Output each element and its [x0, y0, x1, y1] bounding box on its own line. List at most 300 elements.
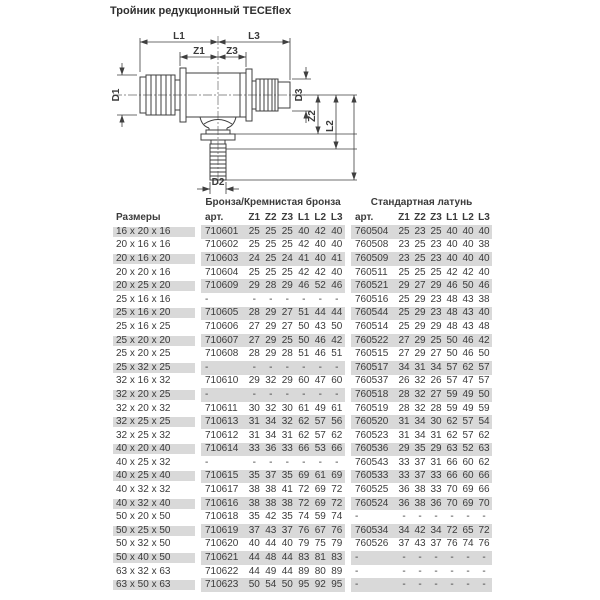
brass-value-cell: 59 — [478, 402, 490, 414]
brass-value-cell: - — [418, 579, 422, 591]
brass-value-cell: 32 — [414, 388, 426, 400]
bronze-art-cell: 710603 — [205, 252, 239, 264]
brass-art-cell: 760504 — [355, 225, 389, 237]
bronze-value-cell: - — [285, 456, 289, 468]
bronze-value-cell: 57 — [314, 429, 326, 441]
size-cell: 32 x 25 x 32 — [116, 429, 171, 441]
brass-value-cell: 60 — [462, 470, 474, 482]
brass-value-cell: - — [450, 511, 454, 523]
brass-value-cell: 26 — [430, 375, 442, 387]
brass-value-cell: 29 — [430, 280, 442, 292]
bronze-cells — [201, 239, 345, 253]
brass-value-cell: 25 — [414, 252, 426, 264]
dim-label-l2: L2 — [325, 120, 336, 132]
brass-art-cell: 760526 — [355, 538, 389, 550]
brass-value-cell: - — [418, 552, 422, 564]
bronze-value-cell: 32 — [265, 402, 277, 414]
brass-value-cell: 42 — [414, 524, 426, 536]
bronze-cells — [201, 497, 345, 511]
bronze-value-cell: 38 — [265, 497, 277, 509]
brass-value-cell: 29 — [414, 307, 426, 319]
brass-value-cell: 28 — [398, 402, 410, 414]
bronze-cells — [201, 415, 345, 429]
bronze-cells — [201, 347, 345, 361]
dim-label-z3: Z3 — [226, 46, 238, 57]
brass-value-cell: 47 — [462, 375, 474, 387]
bronze-value-cell: 61 — [298, 402, 310, 414]
brass-value-cell: 32 — [414, 375, 426, 387]
bronze-value-cell: 35 — [248, 470, 260, 482]
brass-value-cell: 48 — [446, 320, 458, 332]
brass-dim-header: L3 — [478, 212, 490, 223]
bronze-value-cell: 50 — [331, 320, 343, 332]
brass-value-cell: 50 — [478, 348, 490, 360]
bronze-value-cell: 67 — [314, 524, 326, 536]
brass-value-cell: 33 — [430, 484, 442, 496]
brass-value-cell: 66 — [446, 456, 458, 468]
brass-value-cell: 43 — [462, 307, 474, 319]
brass-art-cell: - — [355, 552, 359, 564]
brass-cells — [351, 551, 492, 565]
table-row — [113, 293, 492, 307]
bronze-value-cell: 75 — [314, 538, 326, 550]
bronze-art-cell: - — [205, 361, 209, 373]
size-cell: 40 x 25 x 32 — [116, 456, 171, 468]
bronze-value-cell: 25 — [265, 239, 277, 251]
brass-art-cell: 760522 — [355, 334, 389, 346]
brass-art-cell: 760511 — [355, 266, 388, 278]
brass-value-cell: 50 — [462, 280, 474, 292]
size-cell: 50 x 20 x 50 — [116, 511, 171, 523]
bronze-cells — [201, 307, 345, 321]
bronze-cells — [201, 510, 345, 524]
brass-value-cell: 29 — [398, 443, 410, 455]
brass-value-cell: 59 — [446, 402, 458, 414]
bronze-value-cell: 60 — [331, 375, 343, 387]
dim-label-z1: Z1 — [193, 46, 205, 57]
bronze-value-cell: 66 — [331, 443, 343, 455]
bronze-value-cell: 46 — [314, 348, 326, 360]
bronze-cells — [201, 361, 345, 375]
bronze-value-cell: 37 — [281, 524, 293, 536]
dim-label-d2: D2 — [211, 177, 225, 188]
bronze-value-cell: 76 — [331, 524, 343, 536]
size-cell: 40 x 32 x 32 — [116, 484, 171, 496]
brass-value-cell: 33 — [398, 456, 410, 468]
bronze-value-cell: - — [285, 388, 289, 400]
bronze-value-cell: 50 — [298, 320, 310, 332]
brass-value-cell: 49 — [462, 402, 474, 414]
bronze-dim-header: Z1 — [248, 212, 261, 223]
brass-value-cell: 66 — [478, 470, 490, 482]
bronze-value-cell: 31 — [281, 429, 293, 441]
bronze-value-cell: 42 — [331, 334, 343, 346]
brass-value-cell: - — [450, 565, 454, 577]
bronze-art-cell: 710621 — [205, 552, 239, 564]
brass-value-cell: 72 — [446, 524, 458, 536]
brass-art-cell: 760536 — [355, 443, 389, 455]
bronze-value-cell: 40 — [331, 225, 343, 237]
brass-value-cell: 50 — [446, 334, 458, 346]
bronze-value-cell: 33 — [248, 443, 260, 455]
brass-value-cell: 70 — [446, 497, 458, 509]
bronze-value-cell: 41 — [281, 484, 293, 496]
bronze-cells — [201, 252, 345, 266]
brass-value-cell: 70 — [446, 484, 458, 496]
bronze-value-cell: 74 — [298, 511, 310, 523]
bronze-value-cell: - — [335, 388, 339, 400]
table-row — [113, 266, 492, 280]
brass-value-cell: 62 — [446, 429, 458, 441]
bronze-value-cell: - — [269, 293, 273, 305]
bronze-value-cell: 40 — [331, 239, 343, 251]
size-cell: 32 x 20 x 32 — [116, 402, 171, 414]
bronze-value-cell: 92 — [314, 579, 326, 591]
bronze-value-cell: 56 — [331, 416, 343, 428]
bronze-art-cell: 710616 — [205, 497, 239, 509]
brass-value-cell: 50 — [478, 388, 490, 400]
bronze-value-cell: 29 — [265, 348, 277, 360]
bronze-art-cell: 710623 — [205, 579, 239, 591]
brass-value-cell: 27 — [430, 388, 442, 400]
brass-value-cell: 72 — [478, 524, 490, 536]
brass-value-cell: 48 — [446, 307, 458, 319]
brass-value-cell: 69 — [462, 497, 474, 509]
bronze-value-cell: 25 — [265, 252, 277, 264]
size-cell: 16 x 20 x 16 — [113, 227, 195, 237]
brass-cells — [351, 388, 492, 402]
brass-value-cell: 62 — [462, 361, 474, 373]
bronze-value-cell: 69 — [314, 484, 326, 496]
bronze-value-cell: 27 — [248, 334, 260, 346]
brass-value-cell: 37 — [398, 538, 410, 550]
bronze-value-cell: 31 — [248, 416, 260, 428]
brass-value-cell: 36 — [430, 497, 442, 509]
bronze-value-cell: 42 — [298, 266, 310, 278]
brass-value-cell: 66 — [446, 470, 458, 482]
bronze-value-cell: 40 — [248, 538, 260, 550]
bronze-art-cell: 710619 — [205, 524, 239, 536]
bronze-value-cell: 40 — [281, 538, 293, 550]
brass-value-cell: 32 — [414, 402, 426, 414]
brass-value-cell: 59 — [446, 388, 458, 400]
brass-value-cell: 40 — [462, 239, 474, 251]
bronze-value-cell: 27 — [281, 320, 293, 332]
bronze-value-cell: - — [318, 293, 322, 305]
brass-art-cell: 760534 — [355, 524, 389, 536]
bronze-value-cell: 46 — [298, 280, 310, 292]
bronze-art-cell: 710620 — [205, 538, 239, 550]
size-cell: 50 x 40 x 50 — [113, 553, 195, 563]
brass-value-cell: 27 — [430, 348, 442, 360]
bronze-art-cell: 710606 — [205, 320, 239, 332]
table-body — [113, 225, 492, 592]
bronze-value-cell: - — [302, 293, 306, 305]
table-group-header-row — [113, 197, 492, 211]
table-row — [113, 456, 492, 470]
table-row — [113, 252, 492, 266]
bronze-value-cell: 36 — [265, 443, 277, 455]
brass-art-cell: 760509 — [355, 252, 389, 264]
bronze-value-cell: 41 — [331, 252, 343, 264]
brass-art-cell: 760517 — [355, 361, 389, 373]
bronze-value-cell: 69 — [331, 470, 343, 482]
brass-value-cell: 49 — [462, 388, 474, 400]
brass-value-cell: 25 — [398, 307, 410, 319]
brass-value-cell: 29 — [430, 320, 442, 332]
bronze-value-cell: 35 — [281, 511, 293, 523]
bronze-value-cell: 42 — [314, 225, 326, 237]
bronze-art-cell: 710618 — [205, 511, 239, 523]
bronze-cells — [201, 565, 345, 579]
brass-value-cell: 42 — [462, 266, 474, 278]
bronze-value-cell: 28 — [281, 348, 293, 360]
brass-value-cell: 25 — [398, 266, 410, 278]
bronze-value-cell: 80 — [314, 565, 326, 577]
brass-value-cell: 27 — [414, 280, 426, 292]
brass-value-cell: 40 — [478, 252, 490, 264]
size-cell: 63 x 50 x 63 — [113, 580, 195, 590]
bronze-value-cell: 35 — [248, 511, 260, 523]
brass-value-cell: 23 — [414, 225, 426, 237]
table-header-row — [113, 211, 492, 225]
brass-value-cell: - — [466, 579, 470, 591]
brass-value-cell: 23 — [430, 239, 442, 251]
brass-value-cell: 28 — [430, 402, 442, 414]
bronze-value-cell: 32 — [265, 375, 277, 387]
brass-value-cell: 25 — [430, 225, 442, 237]
bronze-value-cell: 29 — [248, 375, 260, 387]
brass-value-cell: 25 — [430, 334, 442, 346]
size-cell: 25 x 16 x 20 — [113, 308, 195, 318]
bronze-value-cell: 79 — [298, 538, 310, 550]
brass-value-cell: 54 — [478, 416, 490, 428]
bronze-value-cell: - — [285, 293, 289, 305]
bronze-cells — [201, 293, 345, 307]
brass-art-cell: 760537 — [355, 375, 389, 387]
size-cell: 40 x 25 x 40 — [113, 471, 195, 481]
brass-art-cell: - — [355, 565, 359, 577]
size-cell: 40 x 32 x 40 — [113, 499, 195, 509]
brass-value-cell: 43 — [462, 320, 474, 332]
dim-label-l3: L3 — [248, 31, 260, 42]
dimension-lines — [117, 38, 357, 194]
bronze-value-cell: - — [318, 456, 322, 468]
brass-art-cell: 760514 — [355, 320, 389, 332]
brass-value-cell: 40 — [478, 307, 490, 319]
bronze-value-cell: 52 — [314, 280, 326, 292]
brass-value-cell: 46 — [478, 280, 490, 292]
dimensions-table — [113, 197, 492, 592]
bronze-value-cell: 72 — [298, 497, 310, 509]
brass-value-cell: 66 — [478, 484, 490, 496]
brass-art-cell: - — [355, 511, 359, 523]
size-cell: 32 x 25 x 25 — [113, 417, 195, 427]
brass-value-cell: 27 — [398, 334, 410, 346]
brass-value-cell: 29 — [414, 320, 426, 332]
brass-cells — [351, 225, 492, 239]
brass-value-cell: 34 — [430, 524, 442, 536]
bronze-cells — [201, 279, 345, 293]
brass-value-cell: 76 — [478, 538, 490, 550]
bronze-value-cell: - — [252, 361, 256, 373]
bronze-value-cell: 44 — [314, 307, 326, 319]
brass-value-cell: 57 — [462, 429, 474, 441]
brass-dim-header: L1 — [446, 212, 458, 223]
size-cell: 25 x 20 x 25 — [116, 348, 171, 360]
brass-value-cell: 43 — [414, 538, 426, 550]
brass-value-cell: 25 — [398, 225, 410, 237]
bronze-value-cell: 49 — [314, 402, 326, 414]
bronze-art-cell: 710612 — [205, 429, 239, 441]
bronze-cells — [201, 578, 345, 592]
bronze-group-header: Бронза/Кремнистая бронза — [205, 197, 341, 208]
brass-value-cell: - — [418, 511, 422, 523]
bronze-cells — [201, 266, 345, 280]
bronze-value-cell: 29 — [265, 307, 277, 319]
brass-value-cell: 40 — [446, 252, 458, 264]
bronze-value-cell: 89 — [331, 565, 343, 577]
size-cell: 25 x 20 x 20 — [113, 336, 195, 346]
brass-value-cell: 37 — [430, 538, 442, 550]
bronze-art-cell: 710609 — [205, 280, 239, 292]
bronze-value-cell: 50 — [281, 579, 293, 591]
brass-value-cell: 60 — [462, 456, 474, 468]
table-row — [113, 307, 492, 321]
brass-value-cell: 37 — [414, 470, 426, 482]
brass-cells — [351, 470, 492, 484]
brass-value-cell: 70 — [478, 497, 490, 509]
bronze-cells — [201, 388, 345, 402]
size-cell: 20 x 16 x 16 — [116, 239, 171, 251]
dim-label-d3: D3 — [294, 88, 305, 102]
bronze-cells — [201, 225, 345, 239]
bronze-value-cell: 38 — [281, 497, 293, 509]
bronze-value-cell: 59 — [314, 511, 326, 523]
bronze-value-cell: - — [318, 388, 322, 400]
table-row — [113, 578, 492, 592]
bronze-art-cell: - — [205, 293, 209, 305]
size-cell: 20 x 16 x 20 — [113, 254, 195, 264]
brass-value-cell: - — [434, 565, 438, 577]
bronze-value-cell: 25 — [248, 266, 260, 278]
bronze-value-cell: 33 — [281, 443, 293, 455]
brass-group-header: Стандартная латунь — [370, 197, 473, 208]
bronze-art-cell: 710601 — [205, 225, 239, 237]
bronze-value-cell: 40 — [314, 252, 326, 264]
bronze-value-cell: - — [302, 388, 306, 400]
bronze-art-cell: - — [205, 456, 209, 468]
bronze-cells — [201, 320, 345, 334]
brass-value-cell: 29 — [398, 280, 410, 292]
brass-value-cell: - — [450, 552, 454, 564]
table-row — [113, 225, 492, 239]
bronze-art-header: арт. — [205, 212, 224, 223]
brass-value-cell: 36 — [398, 484, 410, 496]
brass-value-cell: - — [402, 565, 406, 577]
brass-cells — [351, 252, 492, 266]
bronze-cells — [201, 456, 345, 470]
bronze-value-cell: 30 — [281, 402, 293, 414]
table-row — [113, 320, 492, 334]
brass-value-cell: 34 — [414, 416, 426, 428]
bronze-value-cell: 44 — [281, 552, 293, 564]
size-cell: 50 x 32 x 50 — [116, 538, 171, 550]
brass-value-cell: 43 — [462, 293, 474, 305]
bronze-value-cell: - — [269, 361, 273, 373]
brass-value-cell: 33 — [430, 470, 442, 482]
brass-cells — [351, 320, 492, 334]
bronze-value-cell: 34 — [265, 429, 277, 441]
brass-value-cell: 38 — [478, 239, 490, 251]
bronze-value-cell: 25 — [248, 239, 260, 251]
brass-art-cell: 760518 — [355, 388, 389, 400]
bronze-value-cell: 89 — [298, 565, 310, 577]
bronze-value-cell: 66 — [298, 443, 310, 455]
bronze-dim-header: L2 — [314, 212, 327, 223]
bronze-value-cell: 50 — [298, 334, 310, 346]
bronze-value-cell: - — [335, 361, 339, 373]
bronze-value-cell: 43 — [265, 524, 277, 536]
table-row — [113, 375, 492, 389]
brass-cells — [351, 524, 492, 538]
brass-value-cell: - — [418, 565, 422, 577]
bronze-value-cell: 42 — [314, 266, 326, 278]
bronze-value-cell: 24 — [248, 252, 260, 264]
bronze-cells — [201, 443, 345, 457]
bronze-art-cell: - — [205, 388, 209, 400]
bronze-value-cell: 32 — [281, 416, 293, 428]
brass-value-cell: 62 — [446, 416, 458, 428]
bronze-value-cell: 29 — [248, 280, 260, 292]
brass-value-cell: 48 — [446, 293, 458, 305]
bronze-value-cell: 69 — [298, 470, 310, 482]
table-row — [113, 402, 492, 416]
table-row — [113, 565, 492, 579]
brass-value-cell: - — [434, 511, 438, 523]
table-row — [113, 361, 492, 375]
brass-value-cell: 48 — [478, 320, 490, 332]
bronze-value-cell: 43 — [314, 320, 326, 332]
brass-value-cell: - — [466, 565, 470, 577]
bronze-value-cell: 74 — [331, 511, 343, 523]
brass-value-cell: 38 — [478, 293, 490, 305]
bronze-value-cell: - — [269, 456, 273, 468]
brass-value-cell: 40 — [446, 225, 458, 237]
brass-value-cell: 69 — [462, 484, 474, 496]
brass-value-cell: 31 — [430, 429, 442, 441]
brass-cells — [351, 307, 492, 321]
bronze-dim-header: Z2 — [264, 212, 277, 223]
bronze-value-cell: 60 — [298, 375, 310, 387]
brass-cells — [351, 565, 492, 579]
brass-value-cell: 40 — [462, 225, 474, 237]
bronze-cells — [201, 524, 345, 538]
brass-value-cell: 62 — [478, 456, 490, 468]
bronze-value-cell: 51 — [331, 348, 343, 360]
bronze-value-cell: 25 — [281, 334, 293, 346]
bronze-value-cell: 25 — [281, 225, 293, 237]
brass-value-cell: 23 — [430, 293, 442, 305]
brass-art-cell: 760516 — [355, 293, 389, 305]
brass-value-cell: 29 — [414, 334, 426, 346]
brass-value-cell: 28 — [398, 388, 410, 400]
bronze-value-cell: 53 — [314, 443, 326, 455]
bronze-value-cell: 48 — [265, 552, 277, 564]
bronze-value-cell: 35 — [281, 470, 293, 482]
brass-value-cell: 35 — [414, 443, 426, 455]
brass-cells — [351, 347, 492, 361]
